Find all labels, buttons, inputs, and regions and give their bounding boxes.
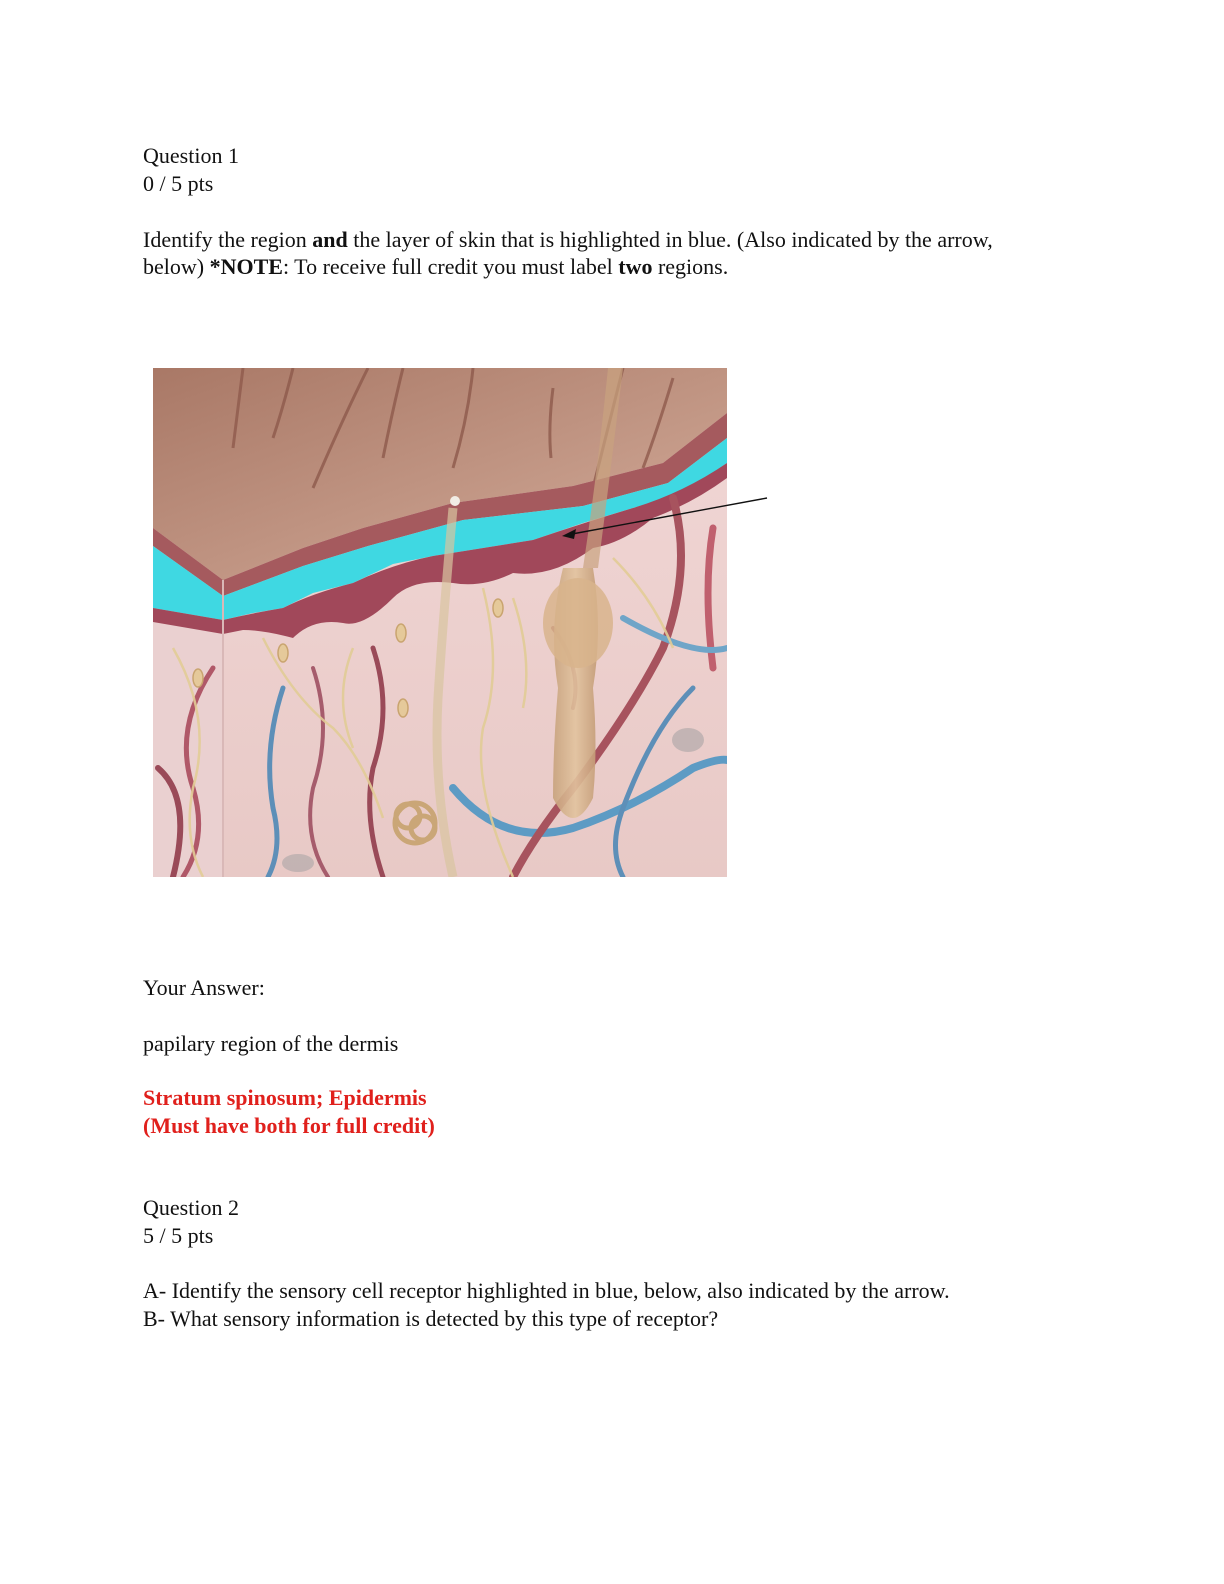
correct-answer-note: (Must have both for full credit) [143, 1113, 435, 1138]
question-1-score: 0 / 5 pts [143, 171, 214, 196]
question-1-prompt-line-1 [143, 226, 993, 254]
question-2-score: 5 / 5 pts [143, 1223, 214, 1248]
prompt-emphasis-two: two [618, 254, 653, 279]
prompt-emphasis-and: and [312, 227, 348, 252]
question-2-part-b: B- What sensory information is detected by this type of receptor? [143, 1306, 719, 1331]
skin-cross-section-illustration [153, 368, 727, 877]
question-1-title: Question 1 [143, 143, 239, 168]
your-answer-label: Your Answer: [143, 975, 265, 1000]
prompt-text: the layer of skin that is highlighted in blue. (Also indicated by the arrow, [347, 227, 993, 252]
question-1-prompt-line-2 [143, 253, 728, 281]
prompt-text: below) [143, 254, 210, 279]
question-2-part-a: A- Identify the sensory cell receptor highlighted in blue, below, also indicated by the arrow. [143, 1278, 950, 1303]
prompt-note-label: *NOTE [209, 254, 283, 279]
prompt-text: Identify the region [143, 227, 313, 252]
student-answer: papilary region of the dermis [143, 1031, 399, 1056]
prompt-text: regions. [652, 254, 729, 279]
prompt-text: : To receive full credit you must label [282, 254, 619, 279]
question-2-title: Question 2 [143, 1195, 239, 1220]
correct-answer: Stratum spinosum; Epidermis [143, 1085, 427, 1110]
pointer-arrow-icon [550, 490, 780, 550]
